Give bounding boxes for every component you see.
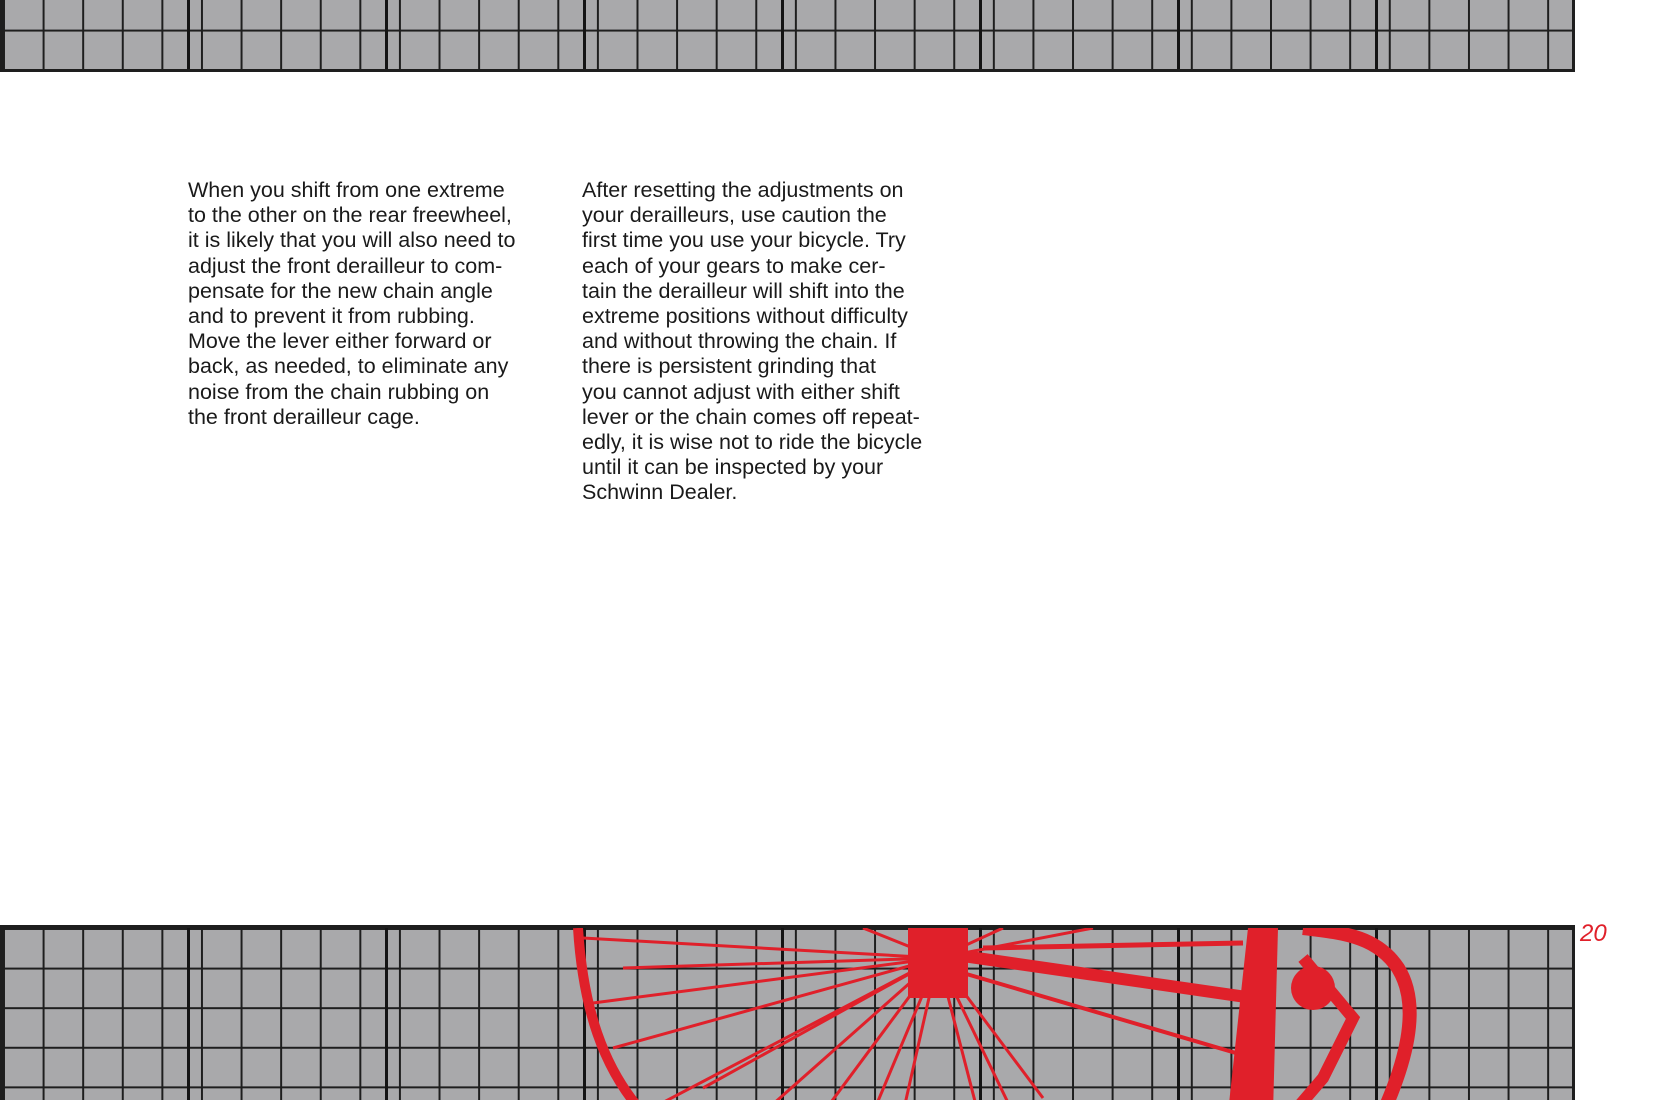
- bottom-grid-band: [0, 925, 1575, 1100]
- chain-stay: [963, 956, 1253, 998]
- right-text-column: After resetting the adjustments on your derailleurs, use caution the first time you use your bicycle. Try each of your gears to make cer- tain the derailleur will shift into the extreme positions without difficulty and without throwing the chain. If there is persistent grinding that you cannot adjust with either shift lever or the chain comes off repeat- edly, it is wise not to ride the bicycle until it can be inspected by your Schwinn Dealer.: [582, 178, 923, 505]
- bottom-bracket: [1291, 966, 1335, 1010]
- wheel-rim: [578, 928, 643, 1100]
- bicycle-rear-wheel-illustration: [3, 928, 1575, 1100]
- rear-hub: [908, 928, 968, 998]
- page-number: 20: [1580, 920, 1607, 947]
- seat-stay: [983, 943, 1243, 948]
- left-text-column: When you shift from one extreme to the other on the rear freewheel, it is likely that you will also need to adjust the front derailleur to com- pensate for the new chain angle and to prevent it from rubbing. Move the lever either forward or back, as needed, to eliminate any noise from the chain rubbing on the front derailleur cage.: [188, 178, 516, 429]
- wheel-spokes: [583, 928, 1093, 1100]
- top-grid-band: [0, 0, 1575, 72]
- frame-tube: [1228, 928, 1278, 1100]
